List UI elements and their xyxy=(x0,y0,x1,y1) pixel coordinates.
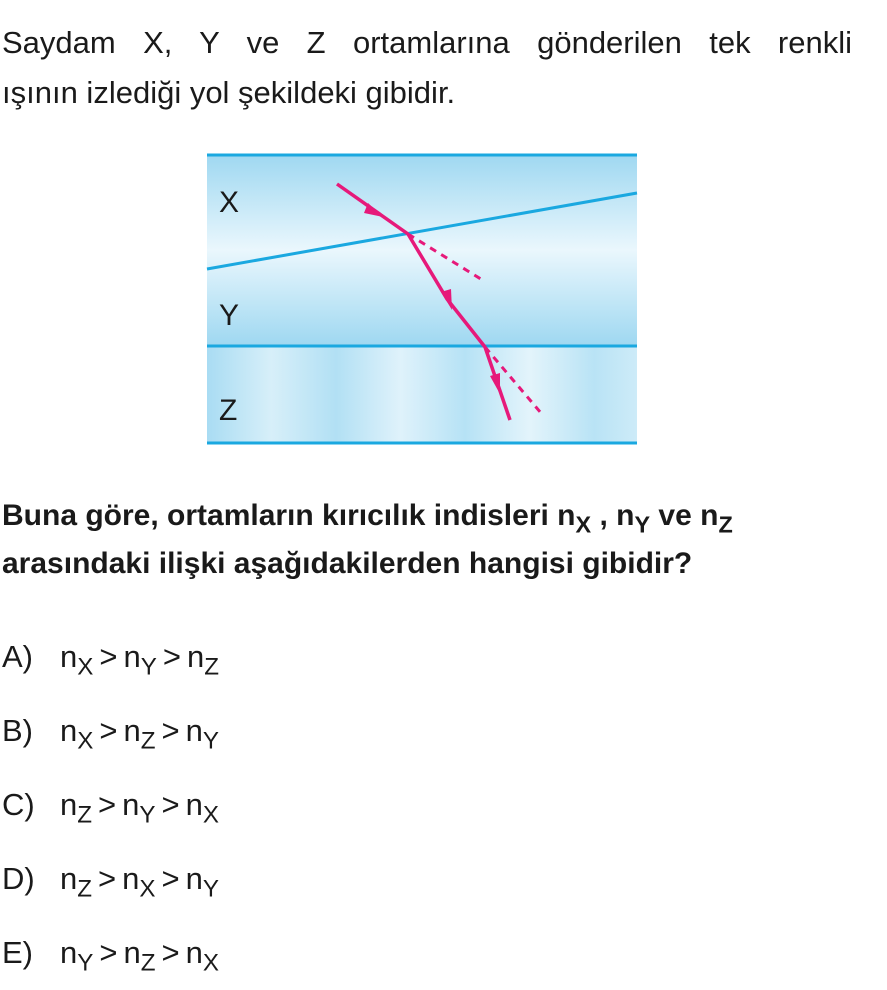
n-symbol: n xyxy=(60,935,78,970)
n-symbol: n xyxy=(185,787,203,822)
question-stem xyxy=(2,492,862,588)
subscript-x: X xyxy=(575,511,592,538)
n-symbol: n xyxy=(185,713,203,748)
n-symbol: n xyxy=(60,787,78,822)
answer-options xyxy=(2,620,602,990)
option-term: Y xyxy=(77,949,94,977)
option-letter: C) xyxy=(2,787,35,822)
n-symbol: n xyxy=(122,787,140,822)
medium-xy-background xyxy=(207,155,637,345)
option-d[interactable] xyxy=(2,842,602,916)
n-symbol: n xyxy=(122,861,140,896)
intro-line-1: Saydam X, Y ve Z ortamlarına gönderilen tek renkli xyxy=(2,25,852,60)
option-letter: E) xyxy=(2,935,33,970)
option-term: Y xyxy=(202,875,219,903)
n-symbol: n xyxy=(60,639,78,674)
option-term: Z xyxy=(77,875,93,903)
n-symbol: n xyxy=(123,713,141,748)
greater-than: > xyxy=(99,935,118,970)
option-term: Z xyxy=(140,949,156,977)
label-x: X xyxy=(219,186,240,219)
option-c[interactable] xyxy=(2,768,602,842)
option-letter: B) xyxy=(2,713,33,748)
n-symbol: n xyxy=(185,935,203,970)
option-letter: D) xyxy=(2,861,35,896)
n-symbol: n xyxy=(123,639,141,674)
option-b[interactable] xyxy=(2,694,602,768)
option-letter: A) xyxy=(2,639,33,674)
n-symbol: n xyxy=(186,639,205,674)
greater-than: > xyxy=(98,861,117,896)
option-term: Z xyxy=(204,653,219,681)
question-intro xyxy=(2,18,852,118)
medium-z-background xyxy=(207,346,637,443)
label-z: Z xyxy=(219,394,238,427)
question-line-1 xyxy=(2,492,862,540)
greater-than: > xyxy=(161,787,180,822)
greater-than: > xyxy=(99,639,118,674)
option-term: X xyxy=(77,653,94,681)
question-line-2: arasındaki ilişki aşağıdakilerden hangisi gibidir? xyxy=(2,547,693,580)
n-symbol: n xyxy=(185,861,203,896)
option-term: X xyxy=(202,801,219,829)
subscript-z: Z xyxy=(718,511,733,538)
subscript-y: Y xyxy=(634,511,651,538)
refraction-diagram-svg xyxy=(0,140,887,460)
option-term: X xyxy=(202,949,219,977)
n-symbol: n xyxy=(60,861,78,896)
n-symbol: n xyxy=(123,935,141,970)
greater-than: > xyxy=(99,713,118,748)
greater-than: > xyxy=(98,787,117,822)
option-term: Z xyxy=(140,727,156,755)
option-term: X xyxy=(139,875,156,903)
greater-than: > xyxy=(162,639,181,674)
greater-than: > xyxy=(161,713,180,748)
question-separator-1: , n xyxy=(591,499,635,532)
label-y: Y xyxy=(219,299,240,332)
option-term: Y xyxy=(140,653,157,681)
intro-line-2: ışının izlediği yol şekildeki gibidir. xyxy=(2,75,456,110)
question-separator-2: ve n xyxy=(650,499,719,532)
option-e[interactable] xyxy=(2,916,602,990)
n-symbol: n xyxy=(60,713,78,748)
question-text-prefix: Buna göre, ortamların kırıcılık indisleri n xyxy=(2,499,576,532)
greater-than: > xyxy=(161,861,180,896)
greater-than: > xyxy=(161,935,180,970)
option-a[interactable] xyxy=(2,620,602,694)
option-term: Y xyxy=(202,727,219,755)
option-term: Y xyxy=(139,801,156,829)
option-term: X xyxy=(77,727,94,755)
option-term: Z xyxy=(77,801,93,829)
refraction-diagram xyxy=(0,140,887,460)
